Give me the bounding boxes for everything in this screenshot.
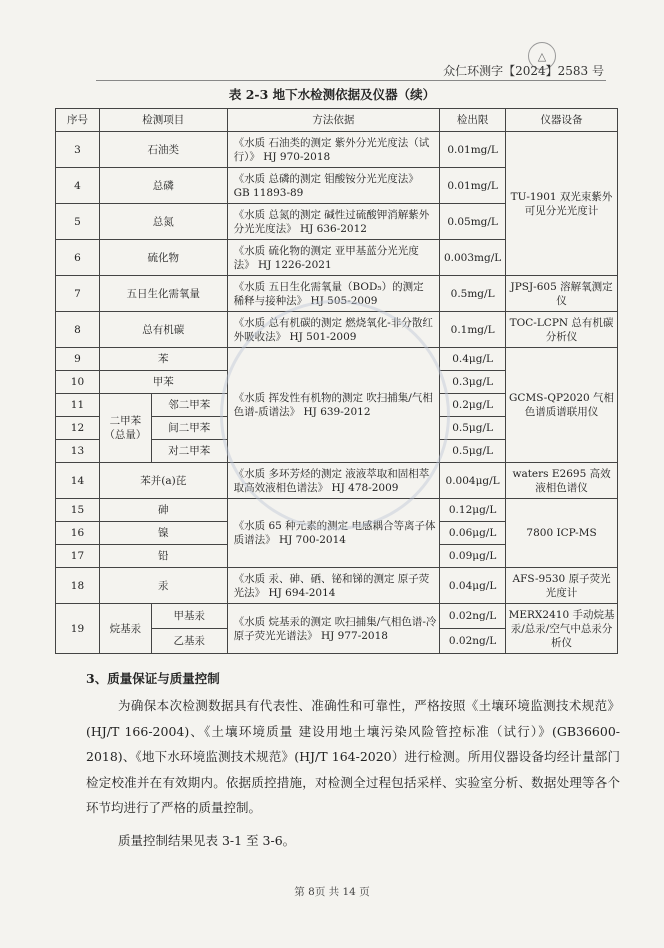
row-subitem: 乙基汞 bbox=[151, 629, 227, 654]
row-limit: 0.004μg/L bbox=[440, 463, 506, 499]
row-subitem: 甲基汞 bbox=[151, 604, 227, 629]
page-footer: 第 8页 共 14 页 bbox=[294, 886, 370, 898]
row-subitem: 间二甲苯 bbox=[151, 417, 227, 440]
row-item: 总氮 bbox=[99, 204, 227, 240]
table-row bbox=[56, 312, 618, 348]
header-instrument: 仪器设备 bbox=[506, 109, 618, 132]
row-no: 18 bbox=[56, 568, 100, 604]
row-limit: 0.3μg/L bbox=[440, 371, 506, 394]
row-limit: 0.4μg/L bbox=[440, 348, 506, 371]
row-subitem: 邻二甲苯 bbox=[151, 394, 227, 417]
group-alkylmercury: 烷基汞 bbox=[99, 604, 151, 654]
row-no: 3 bbox=[56, 132, 100, 168]
header-item: 检测项目 bbox=[99, 109, 227, 132]
method-alkylmercury: 《水质 烷基汞的测定 吹扫捕集/气相色谱-冷原子荧光光谱法》 HJ 977-2018 bbox=[227, 604, 440, 654]
row-no: 17 bbox=[56, 545, 100, 568]
instrument-gcms: GCMS-QP2020 气相色谱质谱联用仪 bbox=[506, 348, 618, 463]
detection-table bbox=[55, 108, 618, 654]
row-no: 7 bbox=[56, 276, 100, 312]
row-method: 《水质 硫化物的测定 亚甲基蓝分光光度法》 HJ 1226-2021 bbox=[227, 240, 440, 276]
row-limit: 0.12μg/L bbox=[440, 499, 506, 522]
row-limit: 0.06μg/L bbox=[440, 522, 506, 545]
row-limit: 0.2μg/L bbox=[440, 394, 506, 417]
row-method: 《水质 石油类的测定 紫外分光光度法（试行）》 HJ 970-2018 bbox=[227, 132, 440, 168]
instrument-afs: AFS-9530 原子荧光光度计 bbox=[506, 568, 618, 604]
row-no: 11 bbox=[56, 394, 100, 417]
row-no: 19 bbox=[56, 604, 100, 654]
row-item: 总有机碳 bbox=[99, 312, 227, 348]
table-row bbox=[56, 499, 618, 522]
method-metals: 《水质 65 种元素的测定 电感耦合等离子体质谱法》 HJ 700-2014 bbox=[227, 499, 440, 568]
row-subitem: 对二甲苯 bbox=[151, 440, 227, 463]
table-row bbox=[56, 348, 618, 371]
row-method: 《水质 五日生化需氧量（BOD₅）的测定 稀释与接种法》 HJ 505-2009 bbox=[227, 276, 440, 312]
row-no: 15 bbox=[56, 499, 100, 522]
table-row bbox=[56, 568, 618, 604]
row-limit: 0.5mg/L bbox=[440, 276, 506, 312]
row-limit: 0.09μg/L bbox=[440, 545, 506, 568]
table-row bbox=[56, 463, 618, 499]
instrument-uv: TU-1901 双光束紫外可见分光光度计 bbox=[506, 132, 618, 276]
table-row bbox=[56, 132, 618, 168]
row-no: 5 bbox=[56, 204, 100, 240]
company-logo: △ bbox=[528, 42, 556, 70]
row-method: 《水质 总氮的测定 碱性过硫酸钾消解紫外分光光度法》 HJ 636-2012 bbox=[227, 204, 440, 240]
row-item: 总磷 bbox=[99, 168, 227, 204]
row-item: 苯 bbox=[99, 348, 227, 371]
row-limit: 0.01mg/L bbox=[440, 168, 506, 204]
header-no: 序号 bbox=[56, 109, 100, 132]
body-paragraph: 为确保本次检测数据具有代表性、准确性和可靠性，严格按照《土壤环境监测技术规范》(HJ/T 166-2004)、《土壤环境质量 建设用地土壤污染风险管控标准（试行）》(GB36600-2018)、《地下水环境监测技术规范》(HJ/T 164-2020）进行检测。所用仪器设备均经计量部门检定校准并在有效期内。依据质控措施，对检测全过程包括采样、实验室分析、数据处理等各个环节均进行了严格的质量控制。 bbox=[86, 698, 620, 815]
instrument-do: JPSJ-605 溶解氧测定仪 bbox=[506, 276, 618, 312]
row-limit: 0.05mg/L bbox=[440, 204, 506, 240]
row-limit: 0.1mg/L bbox=[440, 312, 506, 348]
row-method: 《水质 总有机碳的测定 燃烧氧化-非分散红外吸收法》 HJ 501-2009 bbox=[227, 312, 440, 348]
row-item: 镍 bbox=[99, 522, 227, 545]
row-no: 16 bbox=[56, 522, 100, 545]
row-no: 10 bbox=[56, 371, 100, 394]
header-method: 方法依据 bbox=[227, 109, 440, 132]
group-xylene: 二甲苯（总量） bbox=[99, 394, 151, 463]
header-limit: 检出限 bbox=[440, 109, 506, 132]
header-rule bbox=[96, 80, 606, 81]
method-vocs: 《水质 挥发性有机物的测定 吹扫捕集/气相色谱-质谱法》 HJ 639-2012 bbox=[227, 348, 440, 463]
instrument-merx: MERX2410 手动烷基汞/总汞/空气中总汞分析仪 bbox=[506, 604, 618, 654]
row-no: 6 bbox=[56, 240, 100, 276]
instrument-hplc: waters E2695 高效液相色谱仪 bbox=[506, 463, 618, 499]
table-row bbox=[56, 276, 618, 312]
row-item: 甲苯 bbox=[99, 371, 227, 394]
row-no: 12 bbox=[56, 417, 100, 440]
row-item: 石油类 bbox=[99, 132, 227, 168]
row-limit: 0.02ng/L bbox=[440, 629, 506, 654]
row-no: 14 bbox=[56, 463, 100, 499]
instrument-icpms: 7800 ICP-MS bbox=[506, 499, 618, 568]
body-paragraph-2: 质量控制结果见表 3-1 至 3-6。 bbox=[118, 833, 296, 848]
instrument-toc: TOC-LCPN 总有机碳分析仪 bbox=[506, 312, 618, 348]
table-title: 表 2-3 地下水检测依据及仪器（续） bbox=[228, 87, 436, 102]
row-no: 9 bbox=[56, 348, 100, 371]
row-item: 汞 bbox=[99, 568, 227, 604]
row-no: 13 bbox=[56, 440, 100, 463]
row-no: 8 bbox=[56, 312, 100, 348]
row-limit: 0.5μg/L bbox=[440, 440, 506, 463]
row-item: 五日生化需氧量 bbox=[99, 276, 227, 312]
row-item: 砷 bbox=[99, 499, 227, 522]
row-item: 苯并(a)芘 bbox=[99, 463, 227, 499]
row-limit: 0.003mg/L bbox=[440, 240, 506, 276]
row-item: 硫化物 bbox=[99, 240, 227, 276]
row-method: 《水质 多环芳烃的测定 液液萃取和固相萃取高效液相色谱法》 HJ 478-2009 bbox=[227, 463, 440, 499]
table-row bbox=[56, 604, 618, 629]
row-method: 《水质 总磷的测定 钼酸铵分光光度法》 GB 11893-89 bbox=[227, 168, 440, 204]
row-limit: 0.04μg/L bbox=[440, 568, 506, 604]
row-item: 铅 bbox=[99, 545, 227, 568]
row-limit: 0.02ng/L bbox=[440, 604, 506, 629]
report-number: 众仁环测字【2024】2583 号 bbox=[443, 64, 604, 78]
section-heading: 3、质量保证与质量控制 bbox=[86, 671, 220, 686]
row-limit: 0.5μg/L bbox=[440, 417, 506, 440]
row-limit: 0.01mg/L bbox=[440, 132, 506, 168]
row-no: 4 bbox=[56, 168, 100, 204]
row-method: 《水质 汞、砷、硒、铋和锑的测定 原子荧光法》 HJ 694-2014 bbox=[227, 568, 440, 604]
